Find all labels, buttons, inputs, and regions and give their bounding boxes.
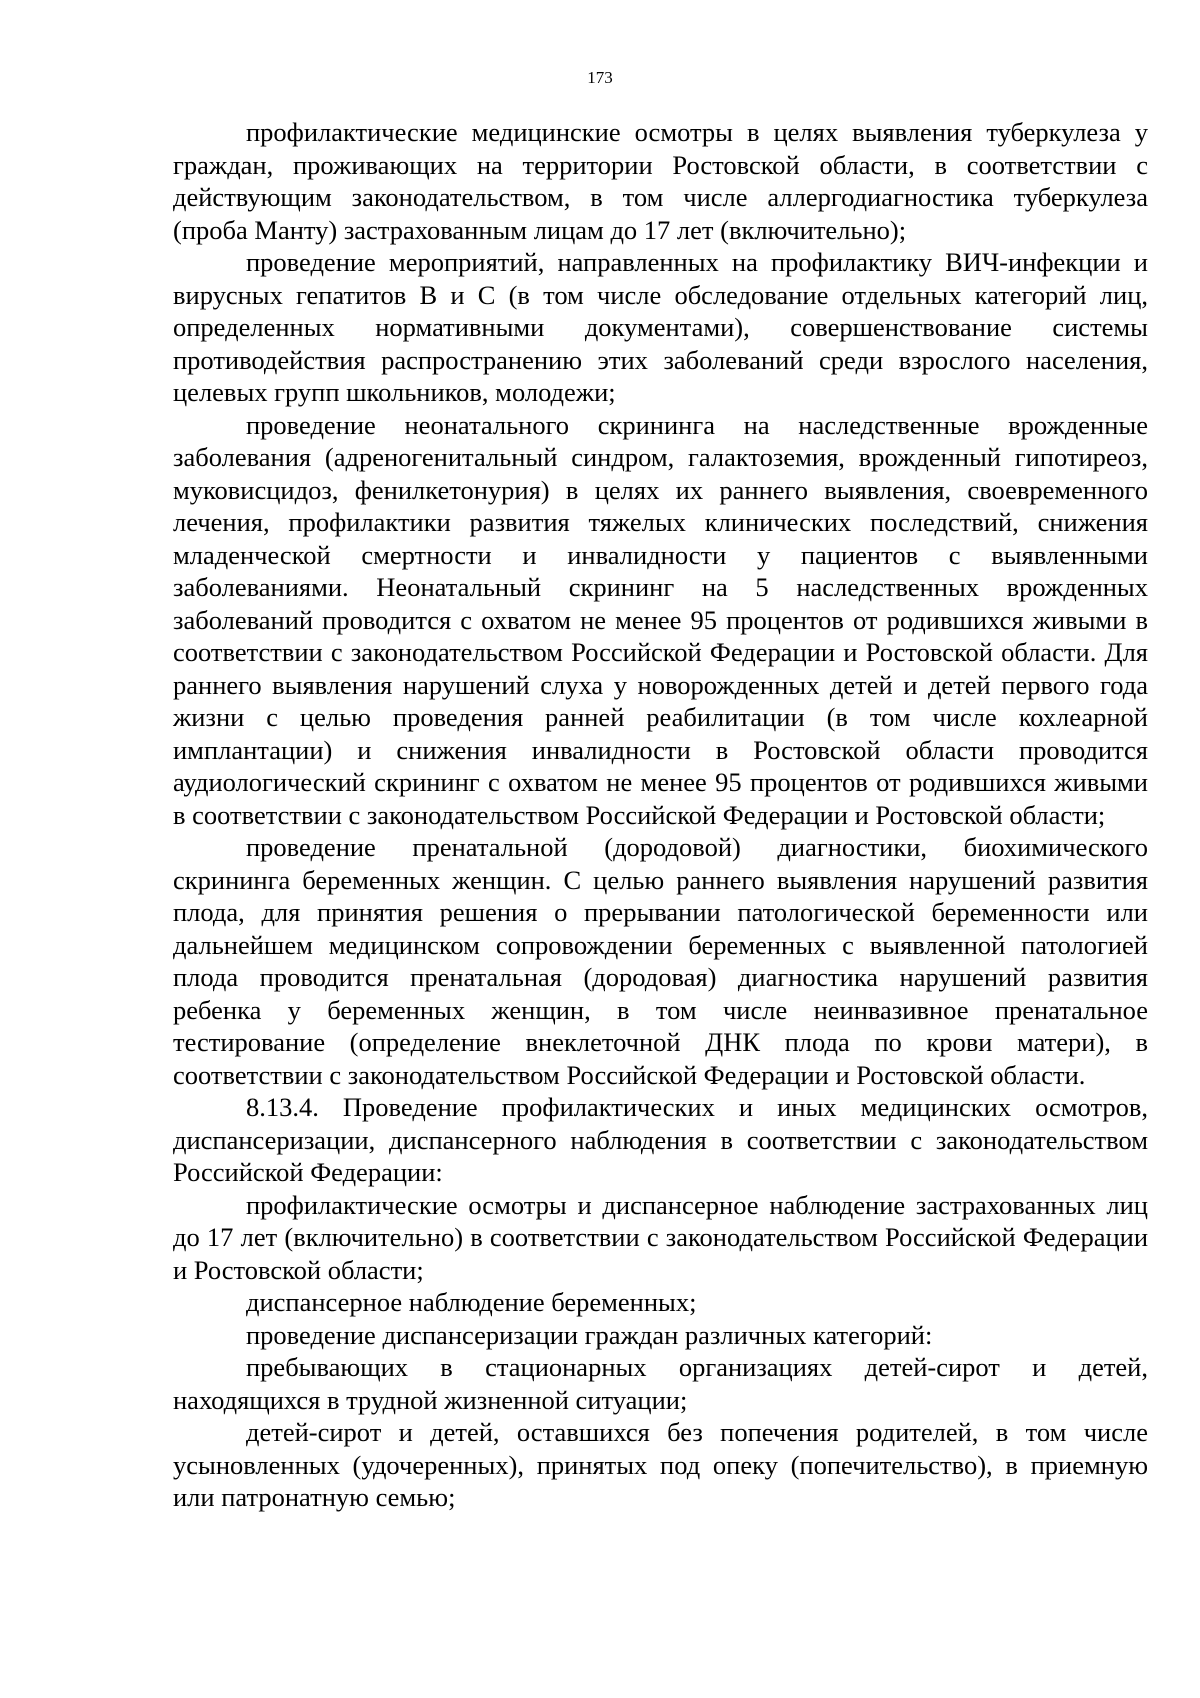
document-body bbox=[173, 116, 1148, 1514]
page-number: 173 bbox=[587, 68, 613, 87]
paragraph-neonatal-screening: проведение неонатального скрининга на наследственные врожденные заболевания (адреногенитальный синдром, галактоземия, врожденный гипотиреоз, муковисцидоз, фенилкетонурия) в целях их раннего выявления, своевременного лечения, профилактики развития тяжелых клинических последствий, снижения младенческой смертности и инвалидности у пациентов с выявленными заболеваниями. Неонатальный скрининг на 5 наследственных врожденных заболеваний проводится с охватом не менее 95 процентов от родившихся живыми в соответствии с законодательством Российской Федерации и Ростовской области. Для раннего выявления нарушений слуха у новорожденных детей и детей первого года жизни с целью проведения ранней реабилитации (в том числе кохлеарной имплантации) и снижения инвалидности в Ростовской области проводится аудиологический скрининг с охватом не менее 95 процентов от родившихся живыми в соответствии с законодательством Российской Федерации и Ростовской области; bbox=[173, 409, 1148, 830]
paragraph-tuberculosis-screening: профилактические медицинские осмотры в целях выявления туберкулеза у граждан, проживающих на территории Ростовской области, в соответствии с действующим законодательством, в том числе аллергодиагностика туберкулеза (проба Манту) застрахованным лицам до 17 лет (включительно); bbox=[173, 117, 1148, 245]
paragraph-hiv-hepatitis-prevention: проведение мероприятий, направленных на профилактику ВИЧ-инфекции и вирусных гепатитов В и С (в том числе обследование отдельных категорий лиц, определенных нормативными документами), совершенствование системы противодействия распространению этих заболеваний среди взрослого населения, целевых групп школьников, молодежи; bbox=[173, 247, 1148, 407]
paragraph-pregnancy-observation: диспансерное наблюдение беременных; bbox=[246, 1287, 697, 1317]
paragraph-dispensarization-categories: проведение диспансеризации граждан различных категорий: bbox=[246, 1319, 933, 1350]
paragraph-section-8-13-4: 8.13.4. Проведение профилактических и иных медицинских осмотров, диспансеризации, диспансерного наблюдения в соответствии с законодательством Российской Федерации: bbox=[173, 1092, 1148, 1187]
paragraph-orphans-in-institutions: пребывающих в стационарных организациях детей-сирот и детей, находящихся в трудной жизненной ситуации; bbox=[173, 1352, 1148, 1415]
paragraph-prenatal-diagnostics: проведение пренатальной (дородовой) диагностики, биохимического скрининга беременных женщин. С целью раннего выявления нарушений развития плода, для принятия решения о прерывании патологической беременности или дальнейшем медицинском сопровождении беременных с выявленной патологией плода проводится пренатальная (дородовая) диагностика нарушений развития ребенка у беременных женщин, в том числе неинвазивное пренатальное тестирование (определение внеклеточной ДНК плода по крови матери), в соответствии с законодательством Российской Федерации и Ростовской области. bbox=[173, 832, 1148, 1090]
paragraph-orphans-without-care: детей-сирот и детей, оставшихся без попечения родителей, в том числе усыновленных (удочеренных), принятых под опеку (попечительство), в приемную или патронатную семью; bbox=[173, 1417, 1148, 1512]
paragraph-preventive-exams-minors: профилактические осмотры и диспансерное наблюдение застрахованных лиц до 17 лет (включительно) в соответствии с законодательством Российской Федерации и Ростовской области; bbox=[173, 1189, 1148, 1285]
